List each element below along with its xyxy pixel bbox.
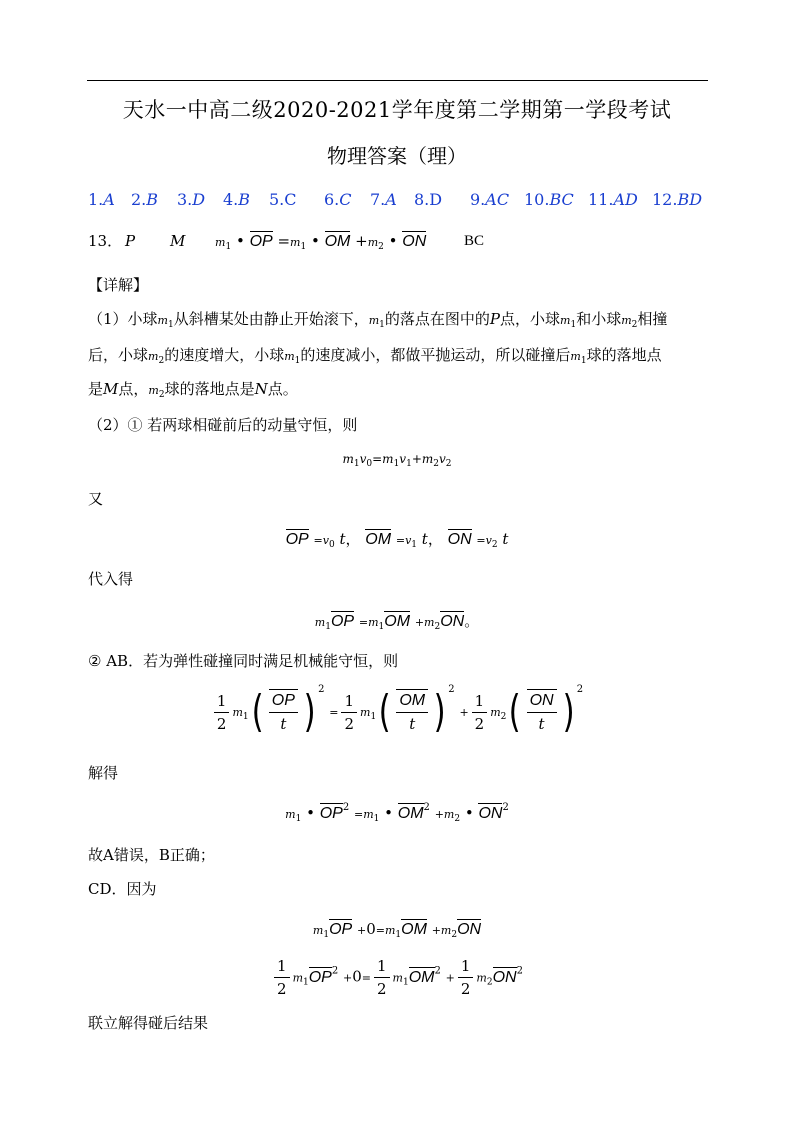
answer-12: 12.BD [652, 190, 703, 209]
answer-6: 6.C [324, 190, 352, 209]
detail-substitute: 代入得 [88, 570, 134, 588]
momentum-equation: $m_1v_0=m_1v_1+m_2v_2$ [342, 452, 452, 469]
q13-last-answer: BC [464, 233, 485, 249]
answer-10: 10.BC [524, 190, 574, 209]
page-title: 天水一中高二级2020-2021学年度第二学期第一学段考试 [122, 98, 672, 122]
answer-2: 2.B [131, 190, 159, 209]
detail-part2: （2）① 若两球相碰前后的动量守恒，则 [88, 416, 358, 434]
q13-m: M [170, 232, 186, 250]
cd-energy-equation: $\frac{1}{2}$ $m_1OP^2 +0=$ $\frac{1}{2}$ $m_1OM^2$ + $\frac{1}{2}$ $m_2ON^2$ [0, 955, 794, 1000]
top-rule [87, 80, 708, 81]
detail-solve: 解得 [88, 764, 119, 782]
page-subtitle: 物理答案（理） [327, 144, 467, 168]
answer-row [88, 186, 728, 214]
detail-heading: 【详解】 [88, 276, 149, 294]
detail-final: 联立解得碰后结果 [88, 1014, 209, 1032]
answer-3: 3.D [177, 190, 206, 209]
answer-8: 8.D [414, 190, 443, 209]
momentum-distance-equation: $m_1OP =m_1OM +m_2ON$。 [314, 612, 480, 632]
answer-4: 4.B [223, 190, 251, 209]
energy-equation: $\frac{1}{2}$ $m_1$( $\frac{OP}{t}$ ) $^2$ = $\frac{1}{2}$ $m_1$( $\frac{OM}{t}$ ) $^2$ + $\frac{1}{2}$ $m_2$( $\frac{ON}{t}$ ) $^2$ [0, 684, 794, 748]
answer-7: 7.A [370, 190, 397, 209]
detail-p1-line2: 后，小球$m_2$的速度增大，小球$m_1$的速度减小，都做平抛运动，所以碰撞后$m_1$球的落地点 [88, 346, 662, 366]
q13-equation: $m_1$ • OP $=m_1$ • OM $+m_2$ • ON [215, 232, 427, 252]
detail-again: 又 [88, 490, 104, 508]
q13-answer [88, 228, 548, 254]
cd-momentum-equation: $m_1OP +0=m_1OM +m_2ON$ [312, 920, 482, 940]
detail-p1-line3: 是M点，$m_2$球的落地点是N点。 [88, 380, 298, 400]
answer-5: 5.C [269, 190, 297, 209]
q13-p: P [125, 232, 136, 250]
detail-ab: ② AB．若为弹性碰撞同时满足机械能守恒，则 [88, 652, 399, 670]
distance-equations: OP $=v_0$ t， OM $=v_1$ t， ON $=v_2$ t [285, 530, 509, 550]
answer-11: 11.AD [588, 190, 638, 209]
square-distance-equation: $m_1$ • $OP^2 =m_1$ • $OM^2 +m_2$ • $ON^2$ [285, 802, 509, 824]
q13-label: 13． [88, 232, 123, 250]
answer-1: 1.A [88, 190, 115, 209]
detail-conclusion: 故A错误，B正确； [88, 846, 215, 864]
answer-9: 9.AC [470, 190, 510, 209]
detail-cd: CD．因为 [88, 880, 157, 898]
detail-p1-line1: （1）小球$m_1$从斜槽某处由静止开始滚下，$m_1$的落点在图中的P点，小球$m_1$和小球$m_2$相撞 [88, 310, 668, 330]
